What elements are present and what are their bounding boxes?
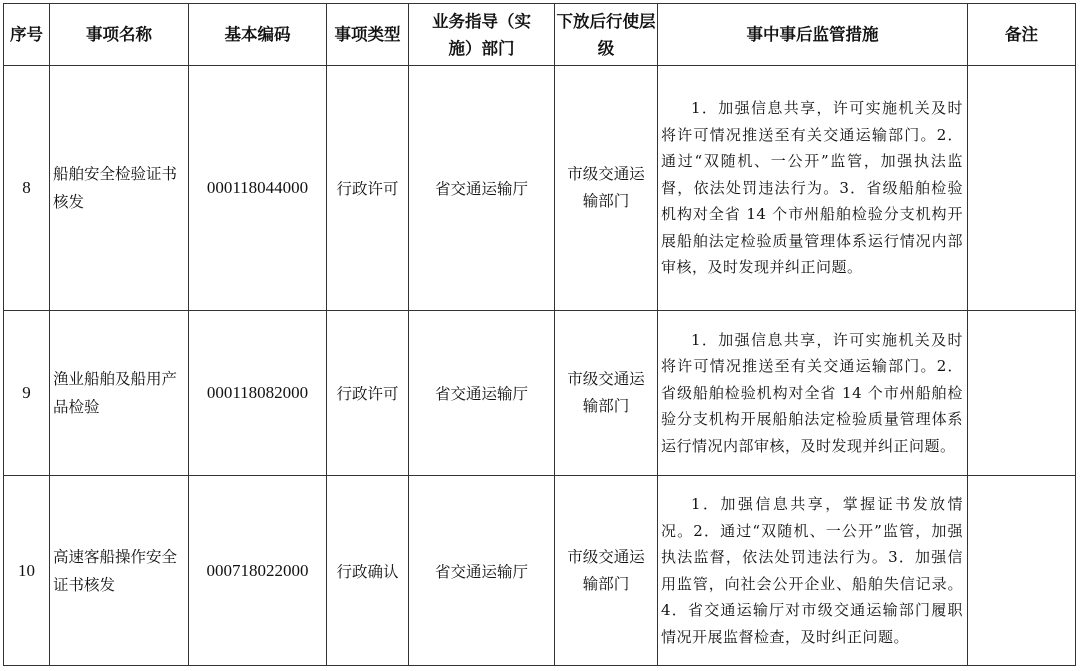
row-code: 000118044000 [189,66,327,311]
row-seq: 9 [4,311,50,476]
row-note [968,66,1076,311]
row-name: 船舶安全检验证书核发 [50,66,189,311]
row-measures: 1．加强信息共享，许可实施机关及时将许可情况推送至有关交通运输部门。2．通过“双随机、一公开”监管，加强执法监督，依法处罚违法行为。3．省级船舶检验机构对全省 14 个市州船舶检验分支机构开展船舶法定检验质量管理体系运行情况内部审核，及时发现并纠正问题。 [658,66,968,311]
row-type: 行政许可 [327,66,409,311]
row-level: 市级交通运输部门 [567,547,645,593]
row-note [968,311,1076,476]
row-level: 市级交通运输部门 [567,370,645,415]
row-dept: 省交通运输厅 [409,311,555,476]
row-dept: 省交通运输厅 [409,476,555,666]
row-measures: 1．加强信息共享，掌握证书发放情况。2．通过“双随机、一公开”监管，加强执法监督，依法处罚违法行为。3．加强信用监管，向社会公开企业、船舶失信记录。4．省交通运输厅对市级交通运输部门履职情况开展监督检查，及时纠正问题。 [658,476,968,666]
table-row [4,66,1076,311]
header-code: 基本编码 [189,4,327,66]
row-measures: 1．加强信息共享，许可实施机关及时将许可情况推送至有关交通运输部门。2．省级船舶检验机构对全省 14 个市州船舶检验分支机构开展船舶法定检验质量管理体系运行情况内部审核，及时发现并纠正问题。 [658,311,968,476]
row-type: 行政许可 [327,311,409,476]
table-row [4,476,1076,666]
row-seq: 10 [4,476,50,666]
row-code: 000718022000 [189,476,327,666]
row-type: 行政确认 [327,476,409,666]
header-name: 事项名称 [50,4,189,66]
row-name: 高速客船操作安全证书核发 [50,476,189,666]
row-code: 000118082000 [189,311,327,476]
header-level: 下放后行使层级 [556,11,656,58]
table-row [4,311,1076,476]
row-level: 市级交通运输部门 [567,165,645,210]
row-name: 渔业船舶及船用产品检验 [50,311,189,476]
row-seq: 8 [4,66,50,311]
header-type: 事项类型 [327,4,409,66]
row-dept: 省交通运输厅 [409,66,555,311]
header-note: 备注 [968,4,1076,66]
header-row [4,4,1076,66]
supervision-table [3,3,1076,666]
row-note [968,476,1076,666]
header-measures: 事中事后监管措施 [658,4,968,66]
header-seq: 序号 [4,4,50,66]
header-dept: 业务指导（实施）部门 [432,11,531,58]
